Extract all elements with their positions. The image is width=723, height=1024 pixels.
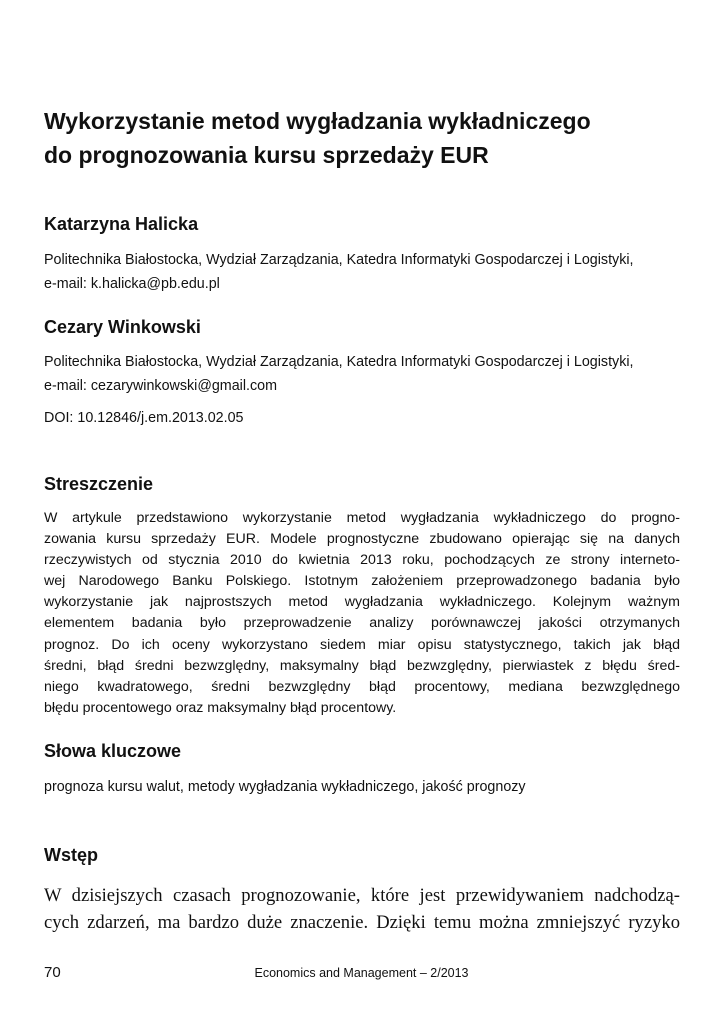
page-number: 70: [44, 964, 61, 981]
author-affiliation-1: [44, 248, 689, 296]
keywords-heading: Słowa kluczowe: [44, 741, 182, 761]
abstract-body: [44, 508, 680, 719]
abstract-line: zowania kursu sprzedaży EUR. Modele prognostyczne zbudowano opierając się na danych: [44, 531, 680, 548]
introduction-heading: Wstęp: [44, 845, 98, 865]
introduction-line: W dzisiejszych czasach prognozowanie, które jest przewidywaniem nadchodzą-: [44, 885, 680, 906]
author-name-2: Cezary Winkowski: [44, 317, 201, 337]
author-name-1: Katarzyna Halicka: [44, 214, 199, 234]
title-line-1: Wykorzystanie metod wygładzania wykładniczego: [44, 108, 591, 134]
abstract-line: rzeczywistych od stycznia 2010 do kwietnia 2013 roku, pochodzących ze strony interneto-: [44, 552, 680, 569]
article-title: [44, 104, 684, 172]
abstract-line: średni, błąd średni bezwzględny, maksymalny błąd bezwzględny, pierwiastek z błędu śred-: [44, 657, 680, 674]
introduction-body: [44, 882, 680, 936]
doi: DOI: 10.12846/j.em.2013.02.05: [44, 410, 244, 426]
abstract-line: wykorzystanie jak najprostszych metod wygładzania wykładniczego. Kolejnym ważnym: [44, 594, 680, 611]
abstract-line: wej Narodowego Banku Polskiego. Istotnym założeniem przeprowadzonego badania było: [44, 573, 680, 590]
abstract-line: błędu procentowego oraz maksymalny błąd procentowy.: [44, 699, 397, 716]
title-line-2: do prognozowania kursu sprzedaży EUR: [44, 142, 489, 168]
keywords-text: prognoza kursu walut, metody wygładzania wykładniczego, jakość prognozy: [44, 779, 526, 795]
affiliation-text: Politechnika Białostocka, Wydział Zarządzania, Katedra Informatyki Gospodarczej i Logistyki,: [44, 354, 634, 370]
author-affiliation-2: [44, 350, 689, 398]
author-email: e-mail: cezarywinkowski@gmail.com: [44, 378, 277, 394]
introduction-line: cych zdarzeń, ma bardzo duże znaczenie. Dzięki temu można zmniejszyć ryzyko: [44, 912, 680, 933]
abstract-line: W artykule przedstawiono wykorzystanie metod wygładzania wykładniczego do progno-: [44, 510, 680, 526]
journal-footer: Economics and Management – 2/2013: [254, 966, 469, 980]
author-email: e-mail: k.halicka@pb.edu.pl: [44, 276, 220, 292]
abstract-heading: Streszczenie: [44, 474, 154, 494]
abstract-line: elementem badania było przeprowadzenie analizy porównawczej jakości otrzymanych: [44, 615, 680, 632]
abstract-line: prognoz. Do ich oceny wykorzystano siedem miar opisu statystycznego, takich jak błąd: [44, 636, 680, 653]
abstract-line: niego kwadratowego, średni bezwzględny błąd procentowy, mediana bezwzględnego: [44, 678, 680, 695]
affiliation-text: Politechnika Białostocka, Wydział Zarządzania, Katedra Informatyki Gospodarczej i Logistyki,: [44, 252, 634, 268]
